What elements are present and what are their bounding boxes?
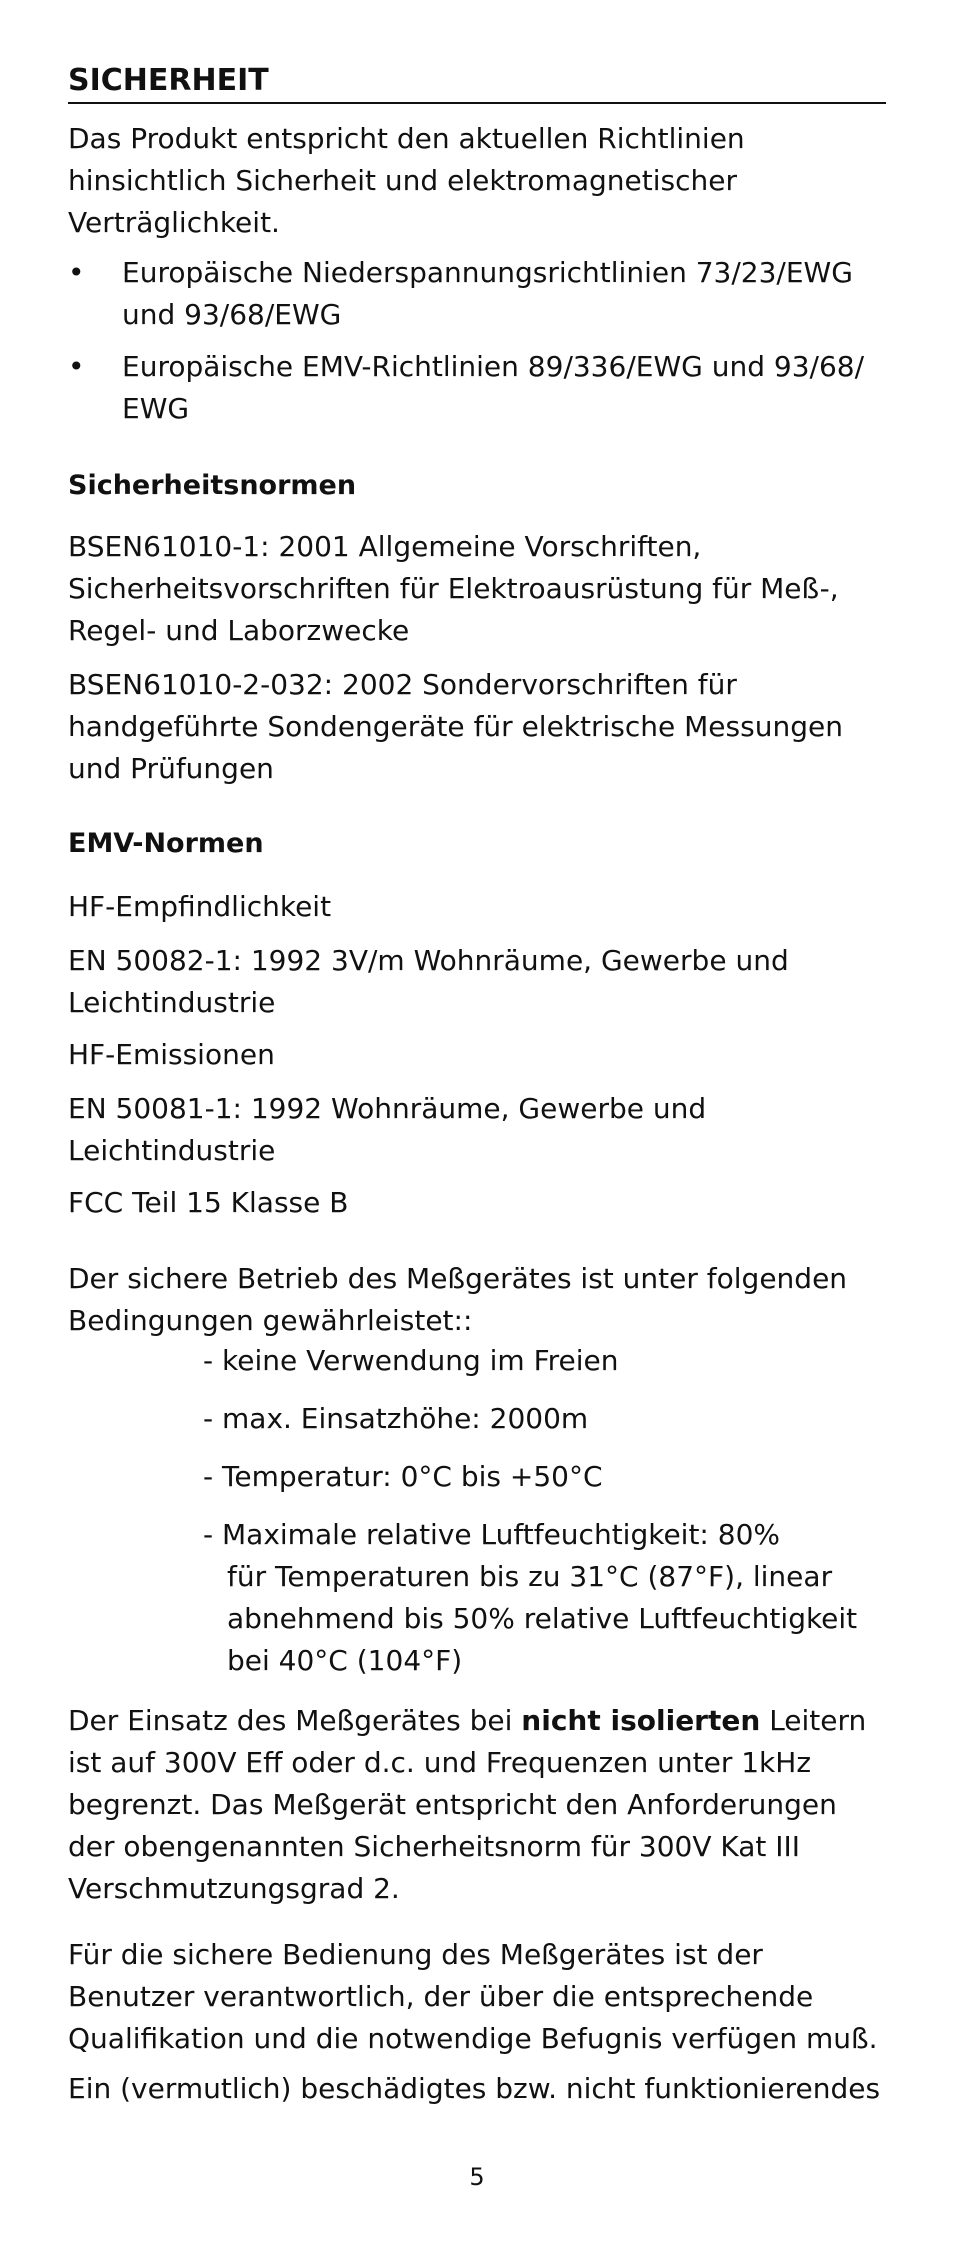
safety-norms-heading: Sicherheitsnormen — [68, 470, 357, 501]
humidity-line: - Maximale relative Luftfeuchtigkeit: 80% — [203, 1518, 780, 1551]
emc-norm-item: EN 50082-1: 1992 3V/m Wohnräume, Gewerbe und Leichtindustrie — [68, 944, 789, 1019]
emc-norms-heading: EMV-Normen — [68, 828, 264, 859]
section-title: SICHERHEIT — [68, 60, 886, 104]
usage-text-before: Der Einsatz des Meßgerätes bei — [68, 1704, 522, 1737]
intro-paragraph: Das Produkt entspricht den aktuellen Richtlinien hinsichtlich Sicherheit und elektromagnetischer Verträglichkeit. — [68, 122, 745, 239]
emc-norm-item: HF-Empfindlichkeit — [68, 890, 332, 923]
bullet-symbol: • — [68, 256, 85, 289]
bullet-text: Europäische Niederspannungsrichtlinien 73/23/EWG und 93/68/EWG — [122, 256, 853, 331]
humidity-continuation: für Temperaturen bis zu 31°C (87°F), linear abnehmend bis 50% relative Luftfeuchtigkeit bei 40°C (104°F) — [227, 1560, 858, 1677]
condition-item: - keine Verwendung im Freien — [203, 1344, 619, 1377]
emc-norm-item: FCC Teil 15 Klasse B — [68, 1186, 349, 1219]
usage-paragraph — [68, 1700, 886, 1910]
condition-item: - max. Einsatzhöhe: 2000m — [203, 1402, 589, 1435]
safety-norm-item: BSEN61010-1: 2001 Allgemeine Vorschriften, Sicherheitsvorschriften für Elektroausrüstung für Meß-, Regel- und Laborzwecke — [68, 530, 839, 647]
condition-item: - Temperatur: 0°C bis +50°C — [203, 1460, 603, 1493]
emc-norm-item: HF-Emissionen — [68, 1038, 275, 1071]
usage-text-after: Leitern ist auf 300V Eff oder d.c. und Frequenzen unter 1kHz begrenzt. Das Meßgerät entspricht den Anforderungen der obengenannten Sicherheitsnorm für 300V Kat III Verschmutzungsgrad 2. — [68, 1704, 867, 1905]
safety-norm-item: BSEN61010-2-032: 2002 Sondervorschriften für handgeführte Sondengeräte für elektrische Messungen und Prüfungen — [68, 668, 843, 785]
page-number: 5 — [469, 2163, 485, 2191]
damaged-paragraph: Ein (vermutlich) beschädigtes bzw. nicht funktionierendes — [68, 2072, 881, 2105]
responsibility-paragraph: Für die sichere Bedienung des Meßgerätes ist der Benutzer verantwortlich, der über die entsprechende Qualifikation und die notwendige Befugnis verfügen muß. — [68, 1938, 878, 2055]
operation-intro: Der sichere Betrieb des Meßgerätes ist unter folgenden Bedingungen gewährleistet:: — [68, 1262, 848, 1337]
emc-norm-item: EN 50081-1: 1992 Wohnräume, Gewerbe und Leichtindustrie — [68, 1092, 707, 1167]
bullet-symbol: • — [68, 350, 85, 383]
condition-humidity — [203, 1514, 886, 1682]
bullet-item — [68, 346, 886, 430]
usage-emphasis: nicht isolierten — [521, 1704, 761, 1737]
bullet-item — [68, 252, 886, 336]
bullet-text: Europäische EMV-Richtlinien 89/336/EWG und 93/68/ EWG — [122, 350, 865, 425]
